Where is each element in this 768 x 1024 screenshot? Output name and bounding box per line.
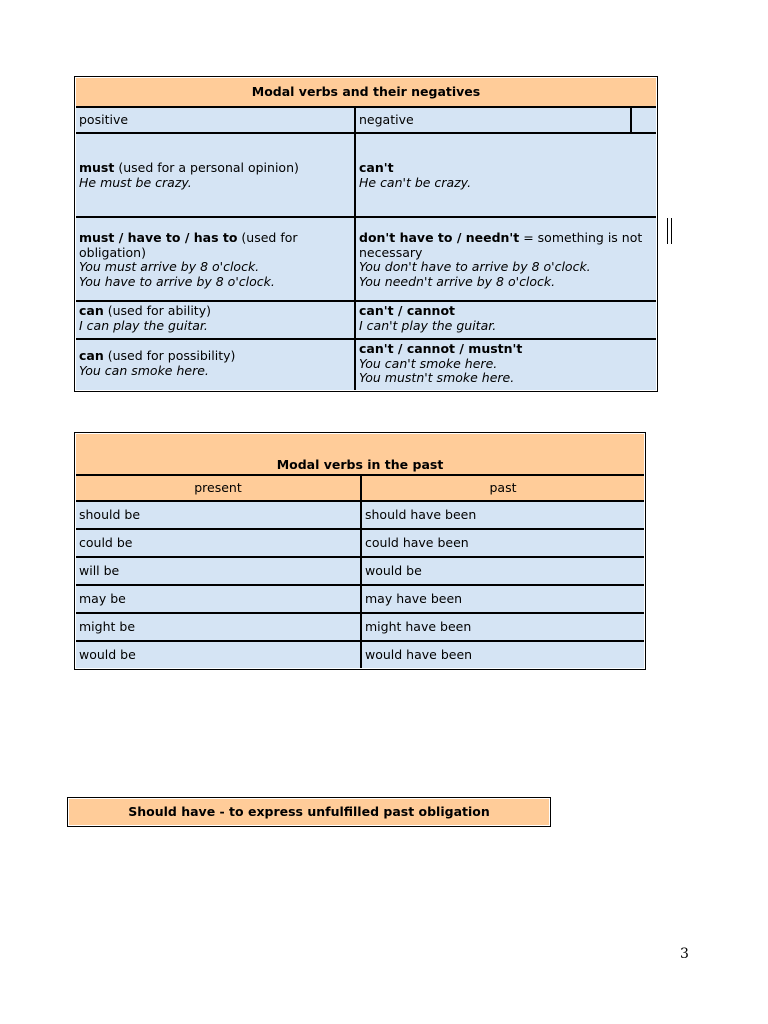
table-title: Modal verbs and their negatives — [76, 78, 656, 108]
table-row — [76, 614, 644, 642]
table-cell: will be — [76, 558, 362, 586]
column-header-past: past — [362, 476, 644, 502]
table-cell: may have been — [362, 586, 644, 614]
table-row — [76, 558, 644, 586]
table-cell: could be — [76, 530, 362, 558]
table-cell: would be — [362, 558, 644, 586]
table-cell: can't / cannot I can't play the guitar. — [356, 302, 656, 340]
table-cell: should be — [76, 502, 362, 530]
table-row — [76, 502, 644, 530]
table-cell: must (used for a personal opinion) He must be crazy. — [76, 134, 356, 218]
page-number: 3 — [680, 946, 689, 962]
table-row — [76, 586, 644, 614]
table-cell: must / have to / has to (used for obligation) You must arrive by 8 o'clock. You have to arrive by 8 o'clock. — [76, 218, 356, 302]
table-cell: can (used for ability) I can play the guitar. — [76, 302, 356, 340]
table-cell: don't have to / needn't = something is not necessary You don't have to arrive by 8 o'clock. You needn't arrive by 8 o'clock. — [356, 218, 656, 302]
banner-text: Should have - to express unfulfilled past obligation — [69, 799, 549, 825]
table-cell: would have been — [362, 642, 644, 668]
table-cell: might have been — [362, 614, 644, 642]
empty-cell — [632, 108, 656, 134]
table-title: Modal verbs in the past — [76, 434, 644, 476]
margin-mark — [667, 218, 672, 244]
column-header-negative: negative — [356, 108, 632, 134]
table-cell: can't He can't be crazy. — [356, 134, 656, 218]
table-row — [76, 642, 644, 668]
section-banner — [67, 797, 551, 827]
table-cell: should have been — [362, 502, 644, 530]
column-header-present: present — [76, 476, 362, 502]
table-cell: could have been — [362, 530, 644, 558]
table-cell: would be — [76, 642, 362, 668]
modal-past-table — [74, 432, 646, 670]
table-cell: may be — [76, 586, 362, 614]
modal-negatives-table — [74, 76, 658, 392]
table-cell: can't / cannot / mustn't You can't smoke here. You mustn't smoke here. — [356, 340, 656, 390]
table-row — [76, 530, 644, 558]
table-cell: might be — [76, 614, 362, 642]
column-header-positive: positive — [76, 108, 356, 134]
table-cell: can (used for possibility) You can smoke here. — [76, 340, 356, 390]
